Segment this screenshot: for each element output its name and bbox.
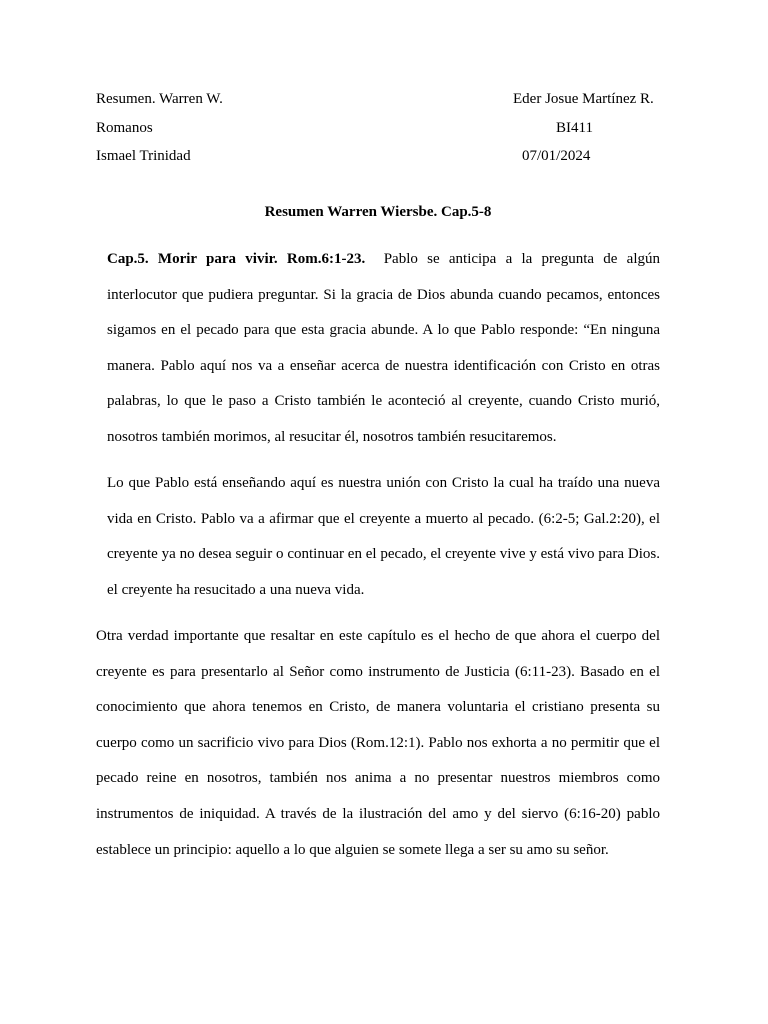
paragraph-3-text: Otra verdad importante que resaltar en este capítulo es el hecho de que ahora el cuerpo del creyente es para presentarlo al Señor como instrumento de Justicia (6:11-23). Basado en el conocimiento que ahora tenemos en Cristo, de manera voluntaria el cristiano presenta su cuerpo como un sacrificio vivo para Dios (Rom.12:1). Pablo nos exhorta a no permitir que el pecado reine en nosotros, también nos anima a no presentar nuestros miembros como instrumentos de iniquidad. A través de la ilustración del amo y del siervo (6:16-20) pablo establece un principio: aquello a lo que alguien se somete llega a ser su amo su señor. xyxy=(96,628,660,858)
paragraph-1-text: Pablo se anticipa a la pregunta de algún interlocutor que pudiera preguntar. Si la gracia de Dios abunda cuando pecamos, entonces sigamos en el pecado para que esta gracia abunde. A lo que Pablo responde: “En ninguna manera. Pablo aquí nos va a enseñar acerca de nuestra identificación con Cristo en otras palabras, lo que le paso a Cristo también le aconteció al creyente, cuando Cristo murió, nosotros también morimos, al resucitar él, nosotros también resucitaremos. xyxy=(107,251,661,445)
paragraph-1-lead: Cap.5. Morir para vivir. Rom.6:1-23. xyxy=(107,251,366,267)
header-course-summary: Resumen. Warren W. xyxy=(96,91,223,107)
header-row-2 xyxy=(96,120,674,140)
header-date: 07/01/2024 xyxy=(522,148,591,164)
paragraph-3 xyxy=(96,619,660,868)
header-course-code: BI411 xyxy=(556,120,593,136)
paragraph-1 xyxy=(107,242,660,456)
header-instructor: Ismael Trinidad xyxy=(96,148,191,164)
paragraph-2-text: Lo que Pablo está enseñando aquí es nuestra unión con Cristo la cual ha traído una nueva vida en Cristo. Pablo va a afirmar que el creyente a muerto al pecado. (6:2-5; Gal.2:20), el creyente ya no desea seguir o continuar en el pecado, el creyente vive y está vivo para Dios. el creyente ha resucitado a una nueva vida. xyxy=(107,475,660,598)
header-book: Romanos xyxy=(96,120,153,136)
header-row-1 xyxy=(96,91,674,111)
header-row-3 xyxy=(96,148,674,168)
paragraph-2 xyxy=(107,466,660,608)
header-author-name: Eder Josue Martínez R. xyxy=(513,91,654,107)
document-title: Resumen Warren Wiersbe. Cap.5-8 xyxy=(264,204,492,220)
